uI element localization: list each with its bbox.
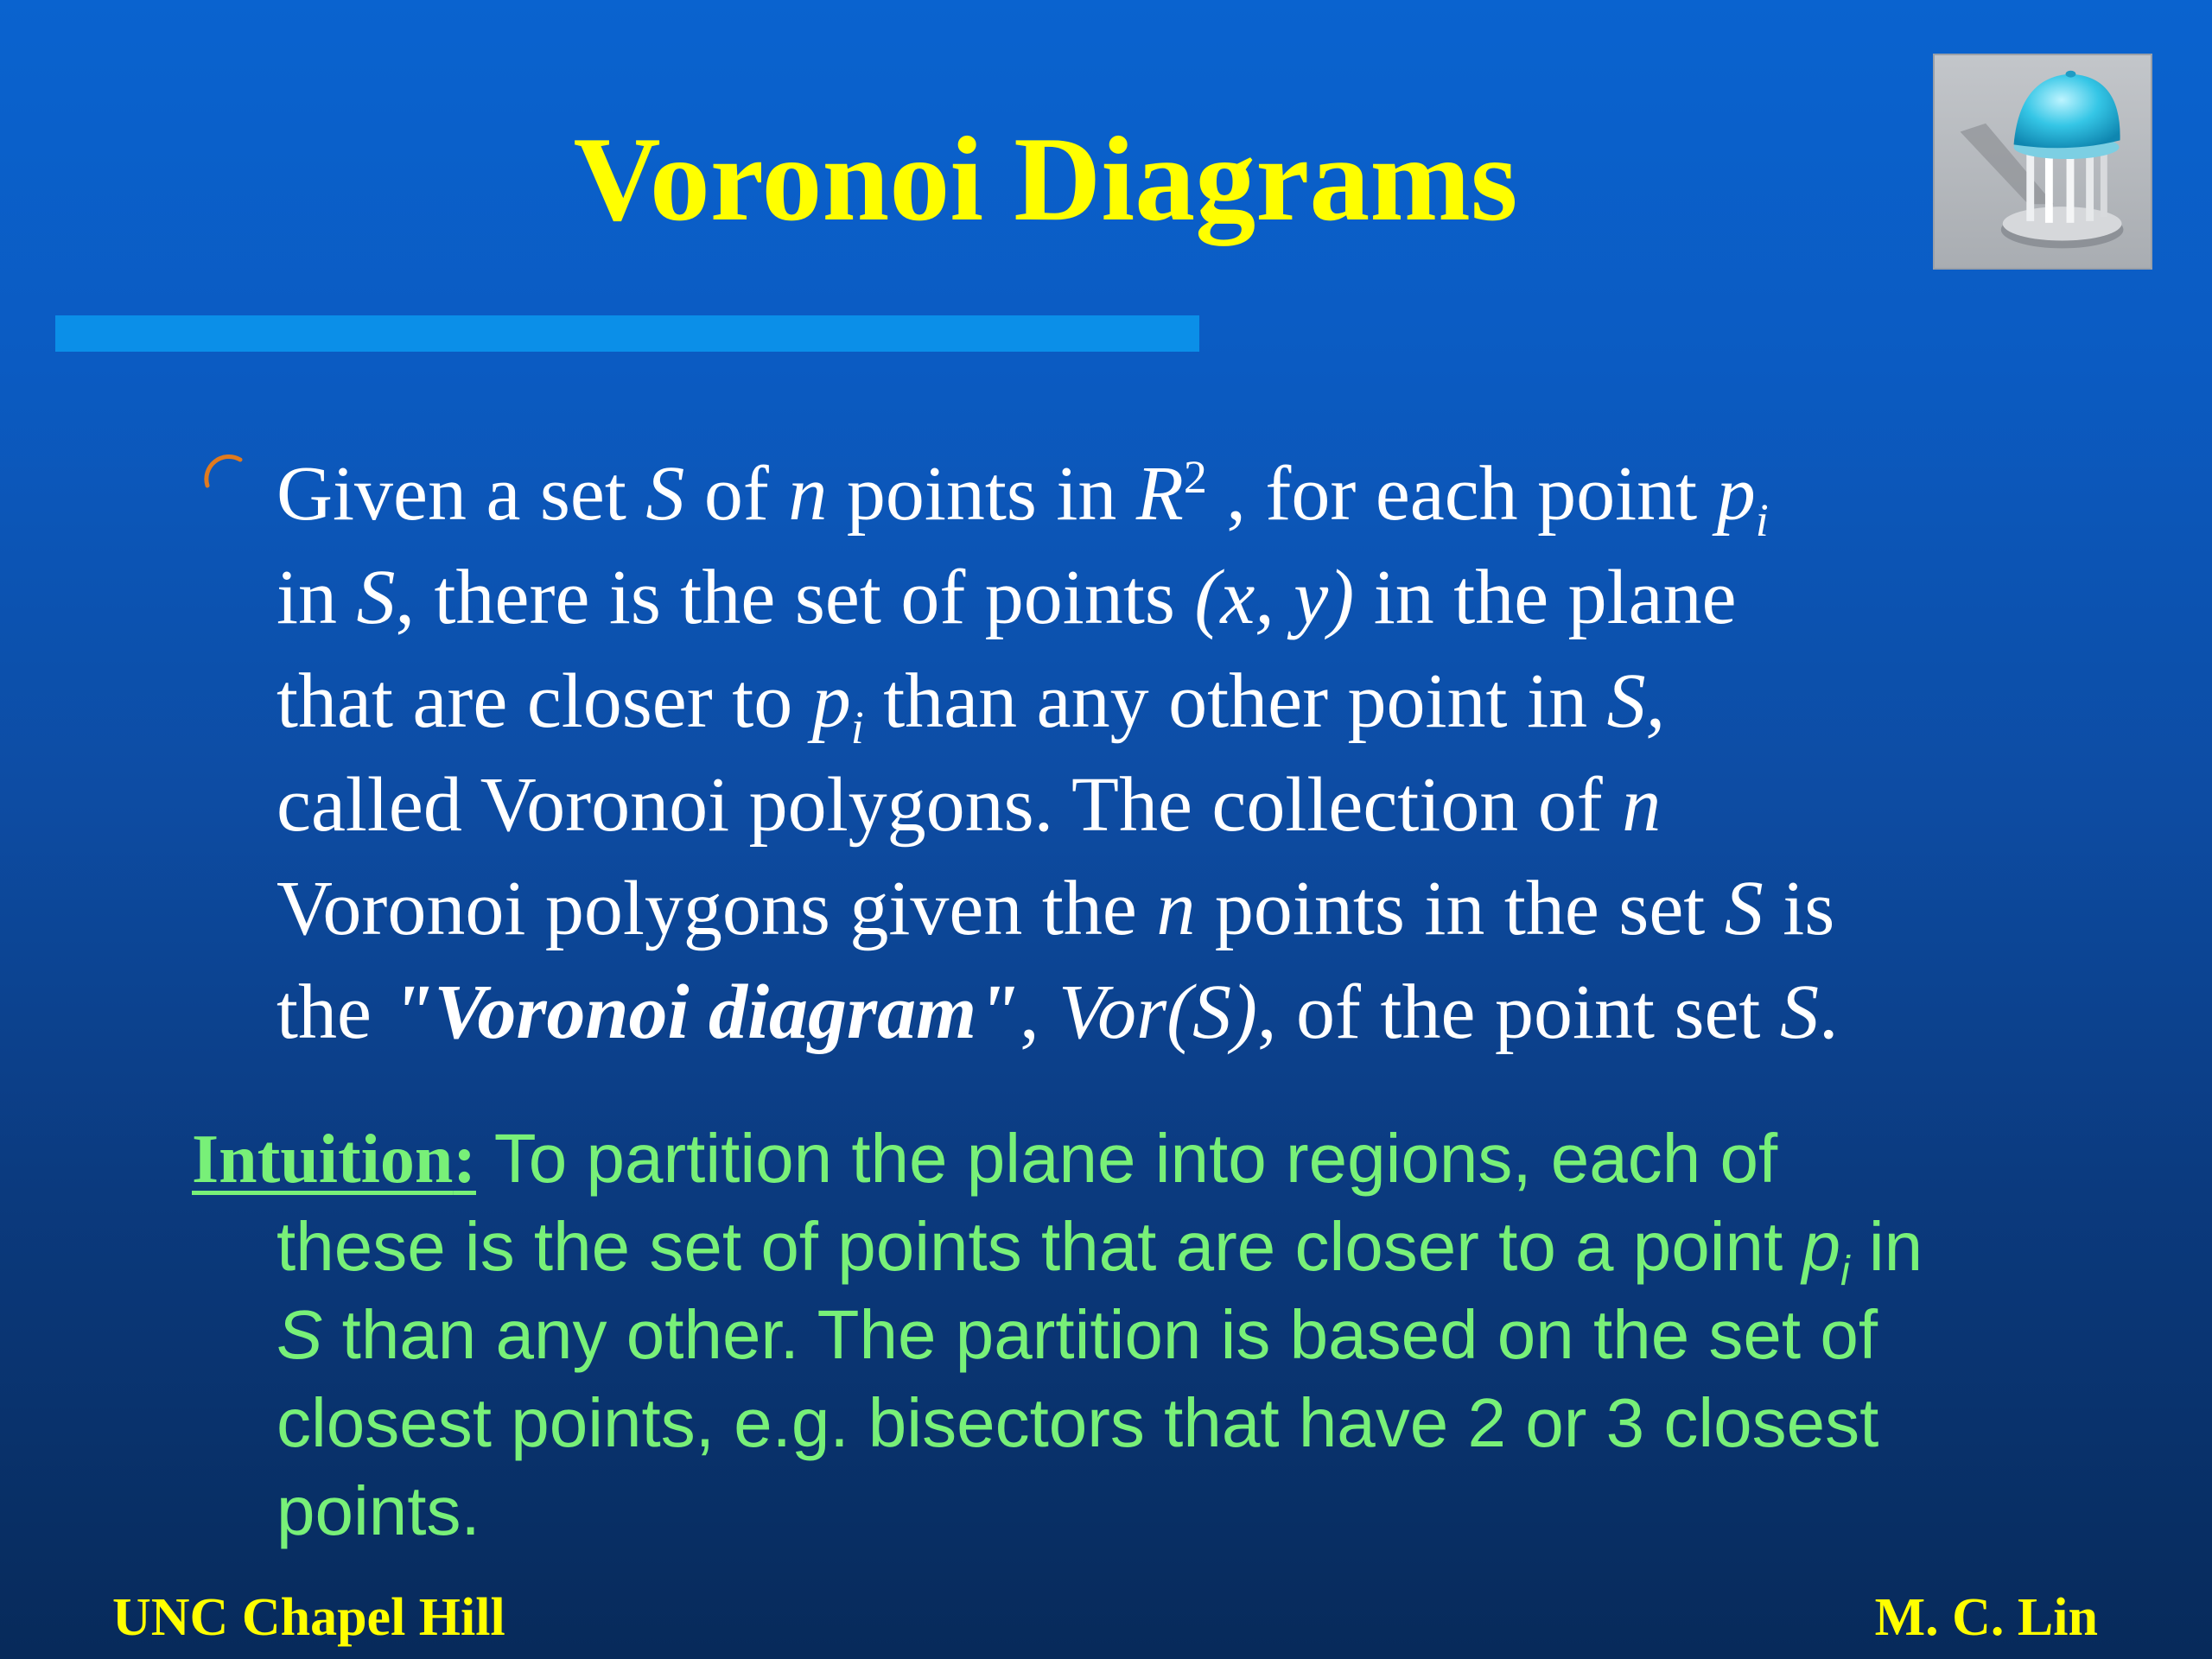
text: , there is the set of points	[395, 555, 1195, 640]
bullet-line-1	[276, 442, 2074, 546]
intuition-colon: :	[453, 1122, 476, 1198]
text: , for each point	[1206, 451, 1717, 537]
arc-bullet-icon	[197, 448, 249, 499]
symbol-R: R	[1135, 451, 1184, 537]
symbol-S: S	[645, 451, 685, 537]
symbol-p: p	[811, 658, 851, 744]
intuition-paragraph	[192, 1115, 2119, 1555]
intuition-line-4	[192, 1379, 2119, 1467]
text: than any other. The partition is based on the set of	[322, 1296, 1878, 1373]
voronoi-diagram-term: "Voronoi diagram"	[391, 969, 1020, 1055]
text: Voronoi polygons given the	[276, 866, 1157, 951]
text: the	[276, 969, 391, 1055]
symbol-S: S	[276, 1296, 323, 1373]
symbol-n: n	[1622, 762, 1662, 848]
text: points in the set	[1195, 866, 1725, 951]
text: in the plane	[1354, 555, 1737, 640]
bullet-line-3	[276, 650, 2074, 753]
text: points.	[276, 1472, 480, 1549]
superscript: 2	[1183, 451, 1207, 503]
title-accent-bar	[55, 315, 1199, 352]
text: is	[1763, 866, 1835, 951]
text: To partition the plane into regions, each of	[475, 1120, 1778, 1197]
intuition-line-3	[192, 1291, 2119, 1379]
bullet-line-4	[276, 753, 2074, 857]
text: .	[1818, 969, 1839, 1055]
symbol-S: S	[1724, 866, 1764, 951]
intuition-label	[192, 1122, 476, 1198]
symbol-p: p	[1716, 451, 1756, 537]
bullet-line-5	[276, 857, 2074, 961]
symbol-vor-s: Vor(S)	[1058, 969, 1258, 1055]
footer-author: M. C. Lin	[1874, 1588, 2098, 1647]
symbol-n: n	[1156, 866, 1196, 951]
intuition-label-text: Intuition	[192, 1122, 454, 1198]
symbol-S: S	[1779, 969, 1819, 1055]
text: points in	[827, 451, 1136, 537]
text: that are closer to	[276, 658, 812, 744]
intuition-line-2	[192, 1203, 2119, 1294]
text: ,	[1020, 969, 1059, 1055]
text: in	[1849, 1208, 1923, 1285]
symbol-n: n	[788, 451, 828, 537]
bullet-line-2	[276, 546, 2074, 650]
subscript-i: i	[850, 702, 864, 753]
symbol-xy: (x, y)	[1194, 555, 1355, 640]
text: closest points, e.g. bisectors that have 2 or 3 closest	[276, 1384, 1879, 1461]
intuition-line-1	[192, 1115, 2119, 1203]
footer-institution: UNC Chapel Hill	[112, 1588, 505, 1647]
text: than any other point in	[863, 658, 1607, 744]
symbol-S: S,	[1606, 658, 1666, 744]
subscript-i: i	[1755, 494, 1769, 546]
slide-title: Voronoi Diagrams	[573, 112, 1518, 246]
text: of	[684, 451, 789, 537]
bullet-line-6	[276, 961, 2074, 1065]
subscript-i: i	[1840, 1249, 1850, 1294]
text: in	[276, 555, 357, 640]
text: these is the set of points that are closer to a point	[276, 1208, 1802, 1285]
old-well-logo-icon	[1933, 54, 2152, 270]
symbol-S: S	[356, 555, 396, 640]
bullet-definition	[276, 442, 2074, 1065]
symbol-p: p	[1802, 1208, 1840, 1285]
text: , of the point set	[1257, 969, 1780, 1055]
text: called Voronoi polygons. The collection of	[276, 762, 1623, 848]
intuition-line-5	[192, 1467, 2119, 1555]
text: Given a set	[276, 451, 646, 537]
